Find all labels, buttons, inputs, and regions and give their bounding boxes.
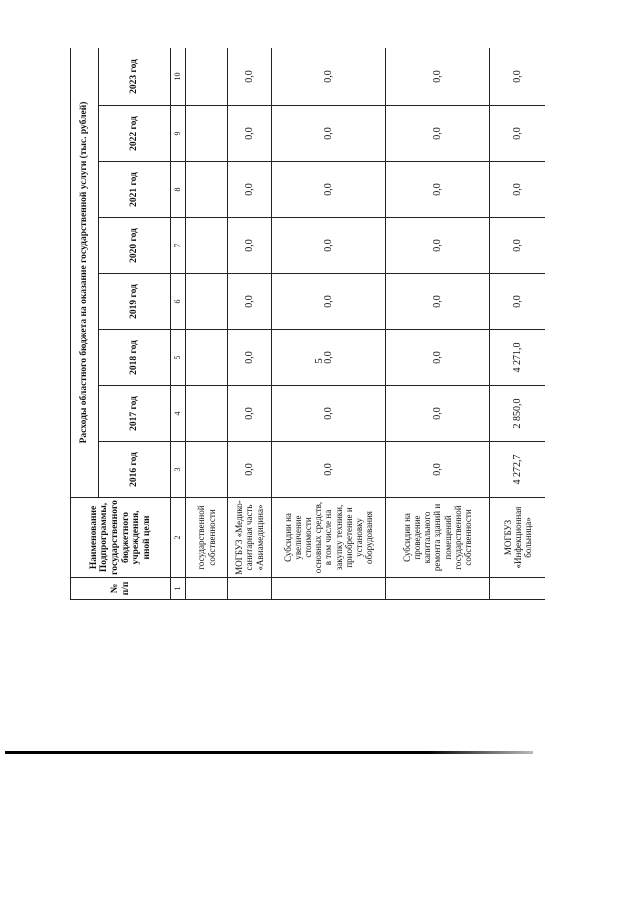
header-year: 2021 год (99, 162, 171, 218)
row-value (186, 162, 228, 218)
row-name: МОГБУЗ «Медико-санитарная часть «Авиамедицина» (228, 498, 272, 578)
row-value: 0,0 (228, 218, 272, 274)
header-num: № п/п (71, 578, 171, 600)
header-year: 2019 год (99, 274, 171, 330)
header-year: 2023 год (99, 48, 171, 106)
row-name: государственной собственности (186, 498, 228, 578)
row-value (186, 274, 228, 330)
row-value (186, 218, 228, 274)
budget-table-wrapper (70, 48, 545, 600)
row-value: 0,0 (490, 218, 546, 274)
column-number: 2 (171, 498, 186, 578)
header-year: 2022 год (99, 106, 171, 162)
row-value: 0,0 (272, 386, 386, 442)
page-number: 5 (313, 358, 325, 364)
column-number: 1 (171, 578, 186, 600)
row-value: 0,0 (228, 442, 272, 498)
header-year: 2018 год (99, 330, 171, 386)
row-value: 0,0 (386, 218, 490, 274)
row-value: 0,0 (386, 442, 490, 498)
row-name: МОГБУЗ «Инфекционная больница» (490, 498, 546, 578)
column-number: 6 (171, 274, 186, 330)
row-value: 0,0 (490, 48, 546, 106)
row-value: 0,0 (386, 106, 490, 162)
column-number: 8 (171, 162, 186, 218)
row-name: Субсидии на увеличение стоимости основных средств, в том числе на закупку техники, приобретение и установку оборудования (272, 498, 386, 578)
row-value (186, 442, 228, 498)
header-year: 2017 год (99, 386, 171, 442)
row-value: 0,0 (272, 330, 386, 386)
row-value: 0,0 (490, 274, 546, 330)
row-value: 0,0 (272, 274, 386, 330)
row-value (186, 48, 228, 106)
row-value: 0,0 (272, 218, 386, 274)
row-value (186, 330, 228, 386)
row-value: 0,0 (272, 48, 386, 106)
row-value: 0,0 (386, 162, 490, 218)
row-value: 0,0 (386, 48, 490, 106)
table-row (228, 48, 272, 600)
header-year: 2016 год (99, 442, 171, 498)
row-num (272, 578, 386, 600)
row-value: 4 271,0 (490, 330, 546, 386)
column-number: 10 (171, 48, 186, 106)
table-row (386, 48, 490, 600)
row-value: 0,0 (272, 162, 386, 218)
row-value: 0,0 (386, 386, 490, 442)
row-value: 0,0 (228, 106, 272, 162)
column-number: 7 (171, 218, 186, 274)
row-value: 0,0 (228, 162, 272, 218)
row-name: Субсидии на проведение капитального ремонта зданий и помещений государственной собственности (386, 498, 490, 578)
row-value: 0,0 (272, 106, 386, 162)
row-value (186, 106, 228, 162)
header-expenses-group: Расходы областного бюджета на оказание государственной услуги (тыс. рублей) (71, 48, 99, 498)
row-value: 0,0 (386, 330, 490, 386)
row-num (228, 578, 272, 600)
table-row (490, 48, 546, 600)
row-value: 4 272,7 (490, 442, 546, 498)
row-num (490, 578, 546, 600)
row-value: 0,0 (490, 162, 546, 218)
budget-table (70, 48, 545, 600)
row-value: 0,0 (490, 106, 546, 162)
scan-edge-line (5, 751, 533, 754)
table-row (186, 48, 228, 600)
header-year: 2020 год (99, 218, 171, 274)
header-name: Наименование Подпрограммы, государственного бюджетного учреждения, иной цели (71, 498, 171, 578)
row-value: 0,0 (228, 386, 272, 442)
row-value: 0,0 (272, 442, 386, 498)
row-value: 0,0 (228, 330, 272, 386)
row-num (386, 578, 490, 600)
row-value: 0,0 (386, 274, 490, 330)
row-value (186, 386, 228, 442)
row-value: 2 850,0 (490, 386, 546, 442)
column-number: 4 (171, 386, 186, 442)
column-number: 5 (171, 330, 186, 386)
column-number: 9 (171, 106, 186, 162)
table-row (272, 48, 386, 600)
row-num (186, 578, 228, 600)
column-number: 3 (171, 442, 186, 498)
row-value: 0,0 (228, 48, 272, 106)
row-value: 0,0 (228, 274, 272, 330)
